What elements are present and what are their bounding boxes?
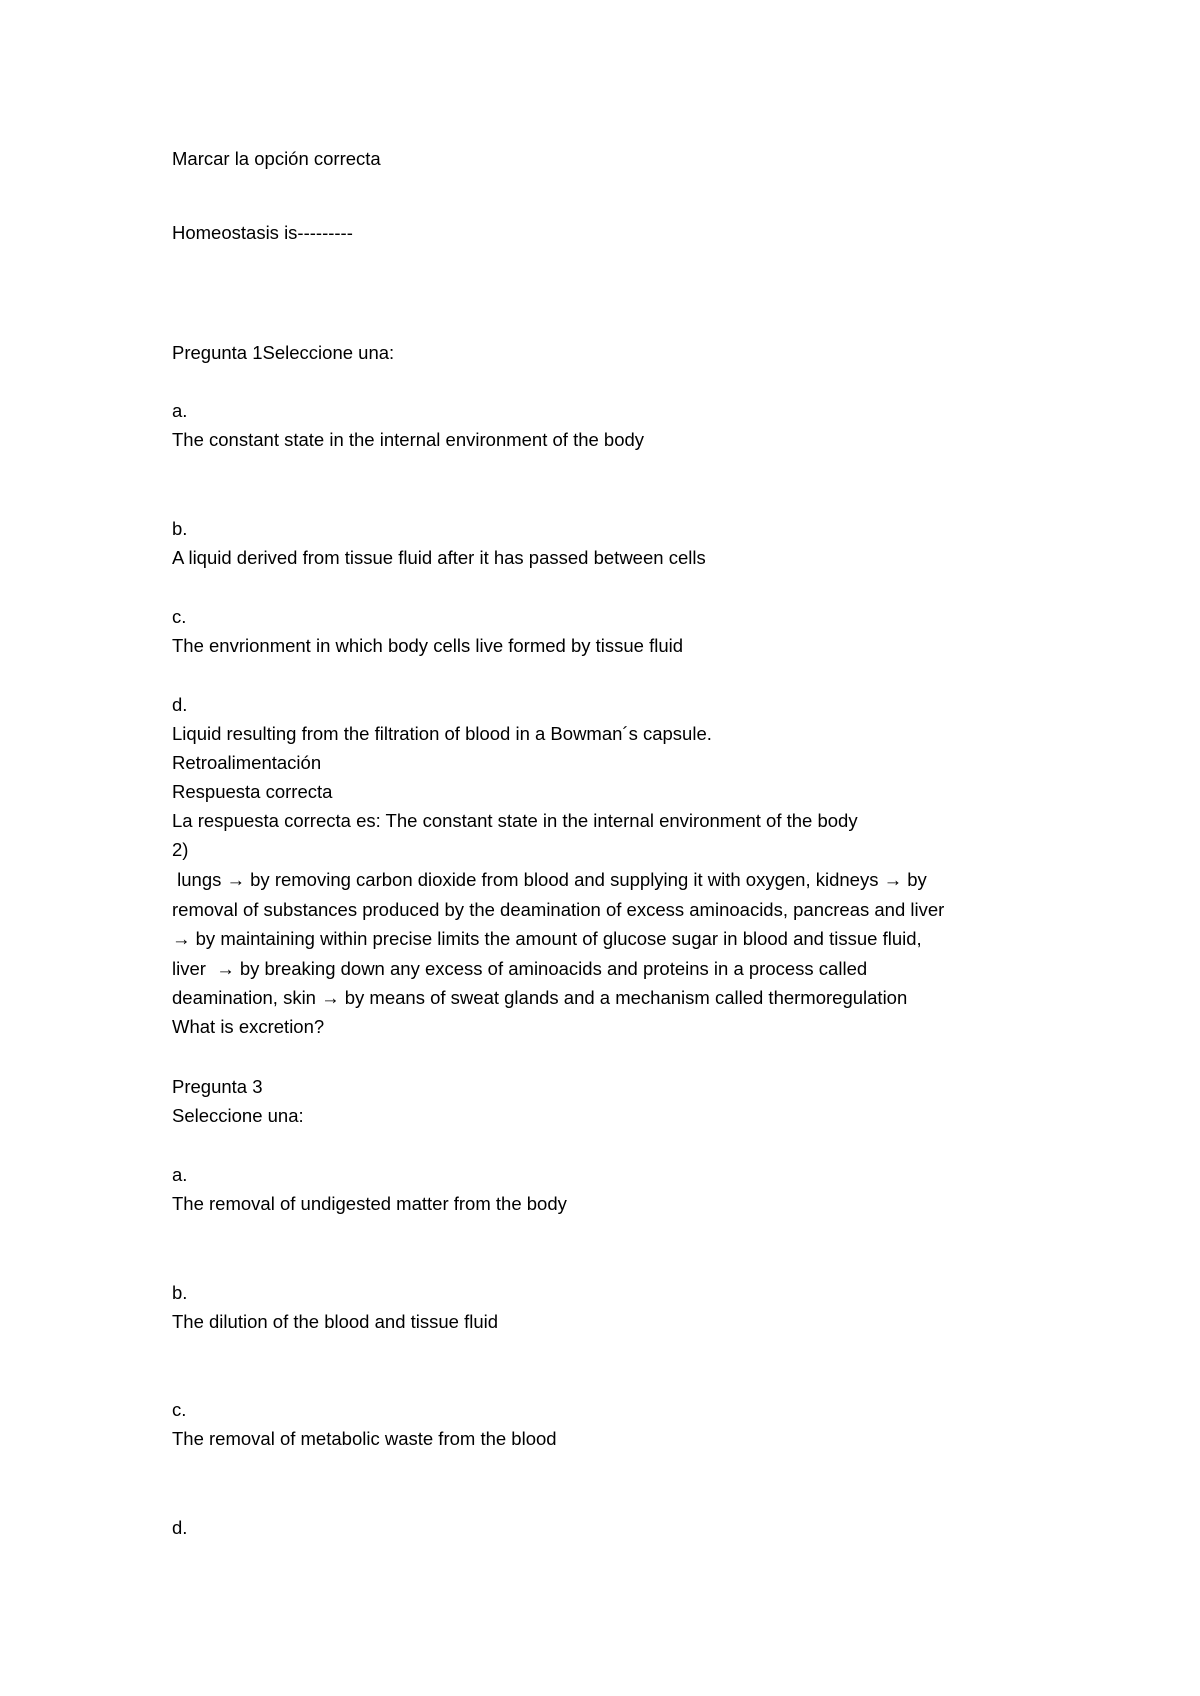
question-2-line: removal of substances produced by the deamination of excess aminoacids, pancreas and liver [172,899,945,920]
q1-option-b-letter: b. [172,518,188,539]
q3-option-a-text: The removal of undigested matter from the body [172,1193,567,1214]
question-3-heading: Pregunta 3 [172,1076,263,1097]
question-3-select-prompt: Seleccione una: [172,1105,304,1126]
feedback-answer: La respuesta correcta es: The constant state in the internal environment of the body [172,810,858,831]
q1-option-a-text: The constant state in the internal environment of the body [172,429,645,450]
q3-option-c-text: The removal of metabolic waste from the blood [172,1428,557,1449]
question-3-stem: What is excretion? [172,1016,325,1037]
instruction-text: Marcar la opción correcta [172,148,381,169]
feedback-result: Respuesta correcta [172,781,333,802]
question-2-line: liver → by breaking down any excess of aminoacids and proteins in a process called [172,958,868,979]
q3-option-d-letter: d. [172,1517,188,1538]
question-2-line: lungs → by removing carbon dioxide from blood and supplying it with oxygen, kidneys → by [172,869,927,890]
q1-option-d-letter: d. [172,694,188,715]
q1-option-c-letter: c. [172,606,187,627]
q3-option-b-text: The dilution of the blood and tissue fluid [172,1311,499,1332]
q1-option-d-text: Liquid resulting from the filtration of blood in a Bowman´s capsule. [172,723,712,744]
q3-option-c-letter: c. [172,1399,187,1420]
question-2-line: deamination, skin → by means of sweat glands and a mechanism called thermoregulation [172,987,908,1008]
q1-option-a-letter: a. [172,400,188,421]
question-2-number: 2) [172,839,189,860]
question-2-line: → by maintaining within precise limits the amount of glucose sugar in blood and tissue fluid, [172,928,922,949]
q3-option-b-letter: b. [172,1282,188,1303]
q1-option-b-text: A liquid derived from tissue fluid after it has passed between cells [172,547,706,568]
question-1-heading: Pregunta 1Seleccione una: [172,342,395,363]
question-1-stem: Homeostasis is--------- [172,222,353,243]
q3-option-a-letter: a. [172,1164,188,1185]
q1-option-c-text: The envrionment in which body cells live formed by tissue fluid [172,635,684,656]
feedback-label: Retroalimentación [172,752,322,773]
